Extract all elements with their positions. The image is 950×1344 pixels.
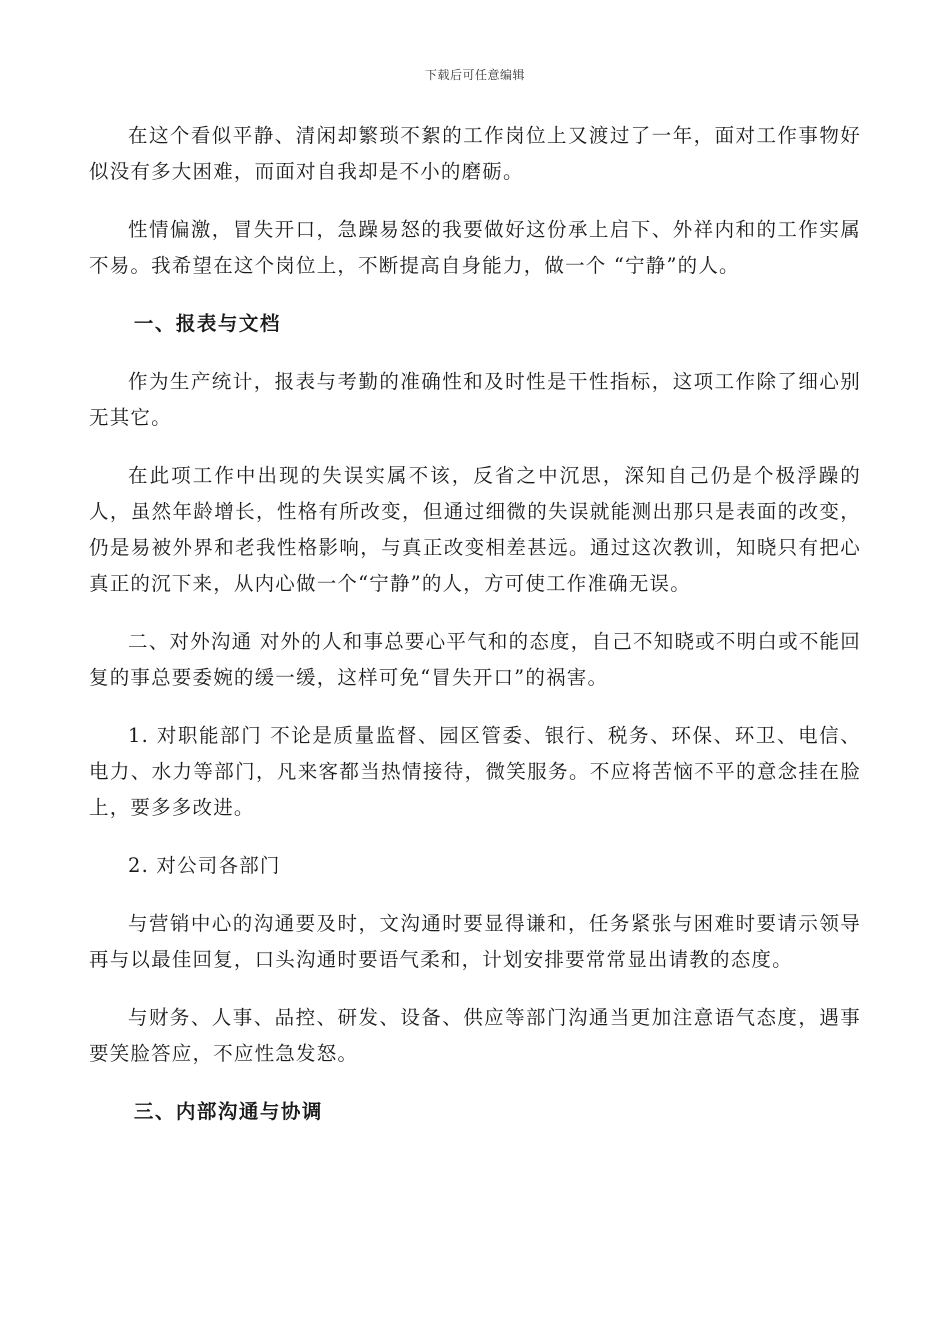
- paragraph-company-departments: 2. 对公司各部门: [128, 854, 281, 877]
- paragraph-marketing-center: 与营销中心的沟通要及时，文沟通时要显得谦和，任务紧张与困难时要请示领导再与以最佳回复，口头沟通时要语气柔和，计划安排要常常显出请教的态度。: [89, 912, 861, 971]
- paragraph-intro: 在这个看似平静、清闲却繁琐不絮的工作岗位上又渡过了一年，面对工作事物好似没有多大困难，而面对自我却是不小的磨砺。: [89, 124, 861, 183]
- paragraph-other-departments: 与财务、人事、品控、研发、设备、供应等部门沟通当更加注意语气态度，遇事要笑脸答应，不应性急发怒。: [89, 1006, 861, 1065]
- paragraph-reports-reflection: 在此项工作中出现的失误实属不该，反省之中沉思，深知自己仍是个极浮躁的人，虽然年龄增长，性格有所改变，但通过细微的失误就能测出那只是表面的改变，仍是易被外界和老我性格影响，与真正改变相差甚远。通过这次教训，知晓只有把心真正的沉下来，从内心做一个“宁静”的人，方可使工作准确无误。: [89, 464, 861, 595]
- paragraph-functional-departments: 1. 对职能部门 不论是质量监督、园区管委、银行、税务、环保、环卫、电信、电力、水力等部门，凡来客都当热情接待，微笑服务。不应将苦恼不平的意念挂在脸上，要多多改进。: [89, 724, 861, 819]
- section-heading-internal: 三、内部沟通与协调: [133, 1100, 323, 1123]
- section-heading-reports: 一、报表与文档: [133, 312, 281, 335]
- document-body: [89, 118, 861, 1152]
- paragraph-reports-accuracy: 作为生产统计，报表与考勤的准确性和及时性是干性指标，这项工作除了细心别无其它。: [89, 370, 861, 429]
- paragraph-external-communication: 二、对外沟通 对外的人和事总要心平气和的态度，自己不知晓或不明白或不能回复的事总要委婉的缓一缓，这样可免“冒失开口”的祸害。: [89, 630, 861, 689]
- paragraph-personality: 性情偏激，冒失开口，急躁易怒的我要做好这份承上启下、外祥内和的工作实属不易。我希望在这个岗位上，不断提高自身能力，做一个 “宁静”的人。: [89, 218, 861, 277]
- page-header: 下载后可任意编辑: [424, 68, 525, 82]
